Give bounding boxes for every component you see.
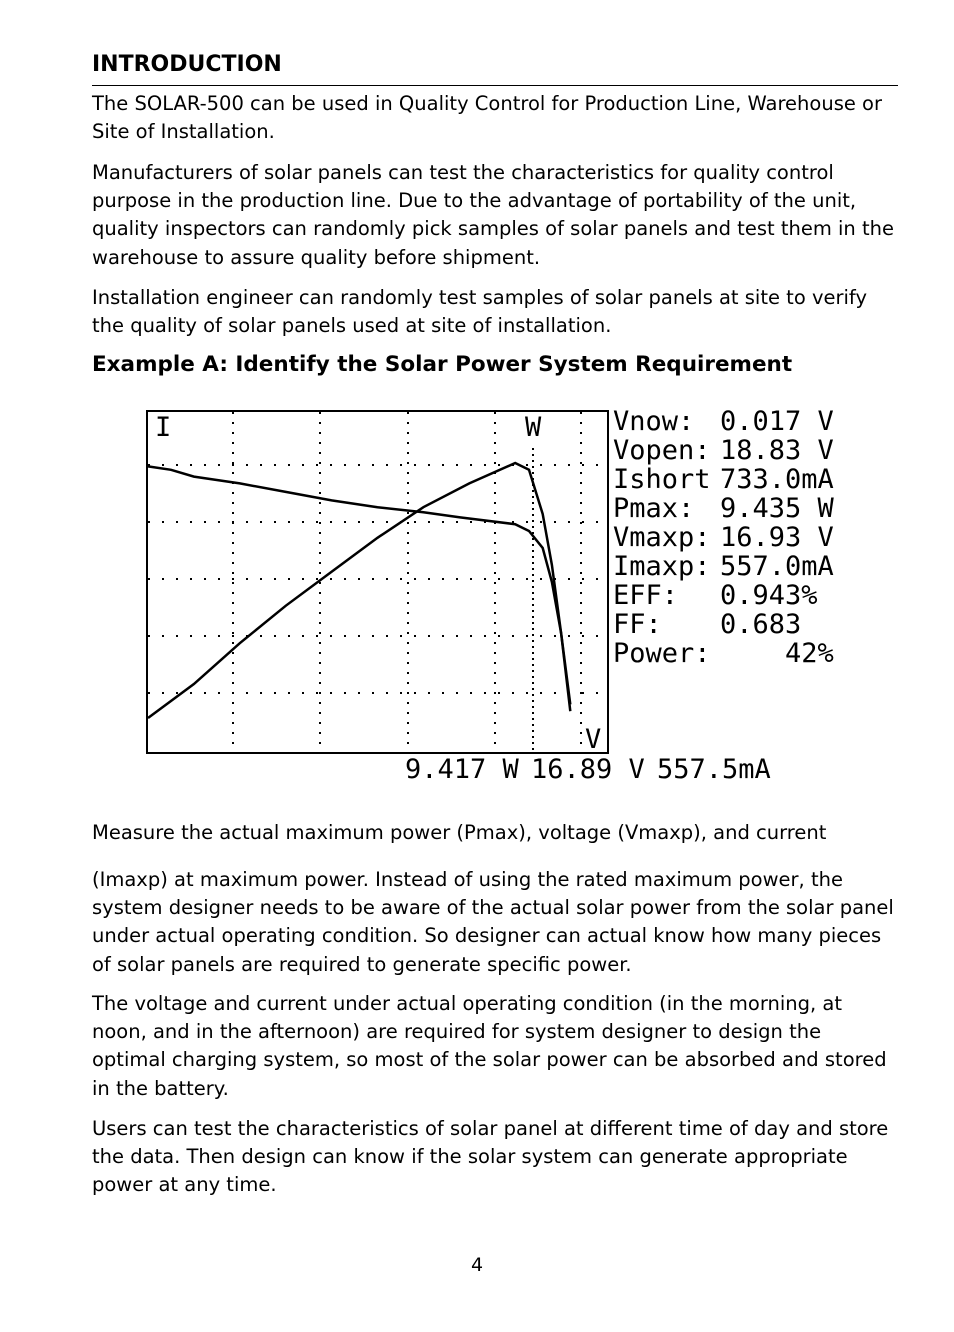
reading-vmaxp-value: 16.93 V — [720, 522, 834, 553]
reading-imaxp-value: 557.0mA — [720, 551, 834, 582]
plot-frame — [147, 411, 608, 753]
reading-pmax-value: 9.435 W — [720, 493, 834, 524]
reading-vmaxp-label: Vmaxp: — [613, 522, 711, 553]
measure-paragraph: Measure the actual maximum power (Pmax), voltage (Vmaxp), and current — [92, 821, 827, 844]
reading-ishort-value: 733.0mA — [720, 464, 834, 495]
intro-paragraph-3: Installation engineer can randomly test samples of solar panels at site to verify the quality of solar panels used at site of installation. — [92, 286, 867, 338]
section-title: INTRODUCTION — [92, 52, 282, 77]
reading-eff-value: 0.943% — [720, 580, 818, 611]
reading-power-label: Power: — [613, 638, 711, 669]
plot-grid — [148, 412, 607, 752]
cursor-readout — [405, 754, 771, 785]
intro-paragraph-2: Manufacturers of solar panels can test the characteristics for quality control purpose in the production line. Due to the advantage of portability of the unit, quality inspectors can randomly pick samples of solar panels and test them in the warehouse to assure quality before shipment. — [92, 161, 894, 269]
cursor-current: 557.5mA — [657, 754, 771, 785]
reading-ishort-label: Ishort — [613, 464, 711, 495]
axis-i-label: I — [155, 412, 172, 443]
reading-vopen-label: Vopen: — [613, 435, 711, 466]
section-rule — [92, 85, 898, 86]
lcd-screen — [145, 408, 855, 788]
imaxp-paragraph: (Imaxp) at maximum power. Instead of using the rated maximum power, the system designer needs to be aware of the actual solar power from the solar panel under actual operating condition. So designer can actual know how many pieces of solar panels are required to generate specific power. — [92, 868, 894, 976]
readings-panel — [613, 408, 835, 669]
example-title: Example A: Identify the Solar Power System Requirement — [92, 352, 793, 377]
iv-curve — [148, 466, 570, 711]
users-paragraph: Users can test the characteristics of solar panel at different time of day and store the data. Then design can know if the solar system can generate appropriate power at any time. — [92, 1117, 889, 1197]
page-number: 4 — [470, 1254, 484, 1276]
intro-paragraph-1: The SOLAR-500 can be used in Quality Control for Production Line, Warehouse or Site of Installation. — [92, 92, 882, 144]
reading-eff-label: EFF: — [613, 580, 679, 611]
cursor-voltage: 16.89 V — [531, 754, 645, 785]
axis-w-label: W — [525, 412, 542, 443]
voltage-paragraph: The voltage and current under actual operating condition (in the morning, at noon, and in the afternoon) are required for system designer to design the optimal charging system, so most of the solar power can be absorbed and stored in the battery. — [92, 992, 887, 1100]
cursor-power: 9.417 W — [405, 754, 519, 785]
reading-power-value: 42% — [785, 638, 834, 669]
reading-vnow-value: 0.017 V — [720, 408, 834, 437]
reading-vnow-label: Vnow: — [613, 408, 695, 437]
reading-ff-label: FF: — [613, 609, 662, 640]
reading-pmax-label: Pmax: — [613, 493, 695, 524]
reading-ff-value: 0.683 — [720, 609, 802, 640]
reading-vopen-value: 18.83 V — [720, 435, 834, 466]
power-curve — [148, 463, 570, 718]
axis-v-label: V — [585, 724, 602, 755]
reading-imaxp-label: Imaxp: — [613, 551, 711, 582]
